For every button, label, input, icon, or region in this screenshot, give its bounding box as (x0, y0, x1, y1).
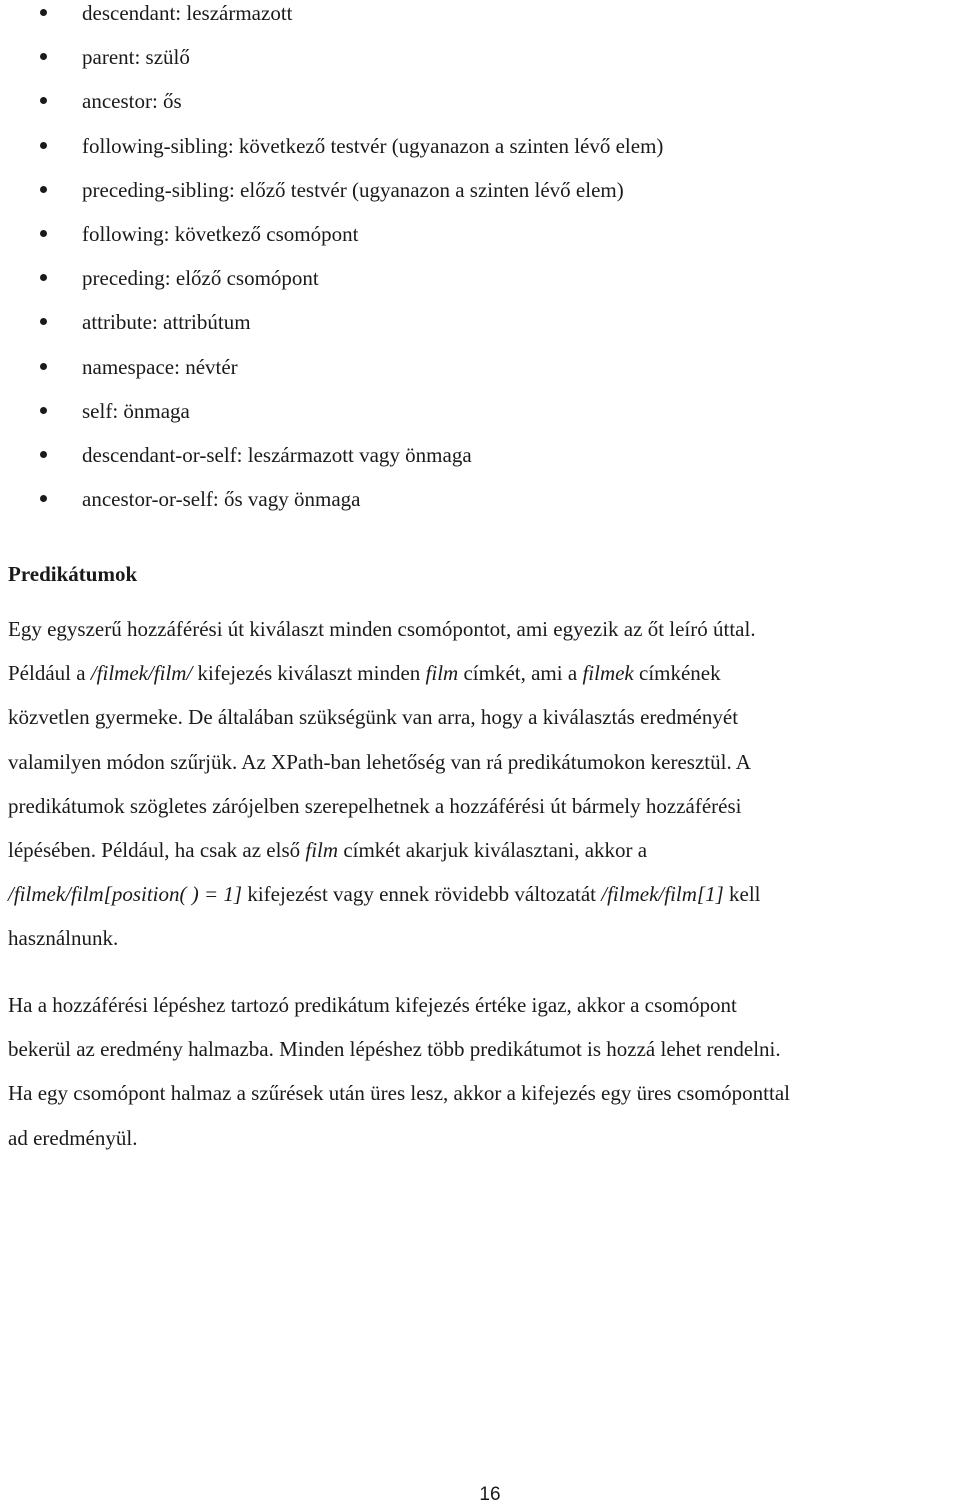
paragraph-line (8, 607, 960, 651)
xpath-expression: /filmek/film[position( ) = 1] (8, 882, 243, 907)
xpath-expression: /filmek/film/ (90, 661, 193, 686)
paragraph-line (8, 916, 960, 960)
list-item (0, 265, 960, 309)
list-item-text: namespace: névtér (82, 354, 238, 379)
bullet-icon (40, 495, 47, 502)
list-item (0, 442, 960, 486)
line-text: lépésében. Például, ha csak az első (8, 837, 306, 862)
bullet-icon (40, 53, 47, 60)
line-text: Például a (8, 661, 91, 686)
paragraph-line (8, 1071, 960, 1115)
bullet-icon (40, 230, 47, 237)
tag-name: film (305, 837, 339, 862)
line-text: kifejezés kiválaszt minden (192, 661, 426, 686)
bullet-icon (40, 318, 47, 325)
bullet-icon (40, 451, 47, 458)
paragraph-line (8, 1116, 960, 1160)
line-text: Egy egyszerű hozzáférési út kiválaszt minden csomópontot, ami egyezik az őt leíró úttal. (8, 617, 756, 641)
line-text: címkét akarjuk kiválasztani, akkor a (338, 837, 648, 862)
xpath-axes-list (0, 0, 960, 530)
list-item (0, 486, 960, 530)
line-text: Ha a hozzáférési lépéshez tartozó predikátum kifejezés értéke igaz, akkor a csomópont (8, 993, 737, 1017)
line-text: címkének (633, 661, 721, 686)
list-item-text: ancestor: ős (82, 89, 182, 114)
tag-name: film (425, 661, 459, 686)
bullet-icon (40, 274, 47, 281)
line-text: kell (723, 882, 761, 907)
list-item-text: ancestor-or-self: ős vagy önmaga (82, 487, 361, 512)
list-item-text: descendant: leszármazott (82, 1, 293, 25)
paragraph-line (8, 983, 960, 1027)
paragraph-predicate-evaluation (8, 983, 960, 1160)
list-item-text: parent: szülő (82, 45, 190, 70)
list-item-text: following: következő csomópont (82, 221, 359, 246)
list-item-text: preceding-sibling: előző testvér (ugyanazon a szinten lévő elem) (82, 177, 624, 202)
paragraph-predicates-intro (8, 607, 960, 961)
list-item (0, 354, 960, 398)
paragraph-line (8, 651, 960, 695)
line-text: Ha egy csomópont halmaz a szűrések után üres lesz, akkor a kifejezés egy üres csomóponttal (8, 1081, 790, 1106)
paragraph-line (8, 1027, 960, 1071)
xpath-expression: /filmek/film[1] (601, 882, 724, 907)
bullet-icon (40, 9, 47, 16)
line-text: közvetlen gyermeke. De általában szükségünk van arra, hogy a kiválasztás eredményét (8, 705, 739, 730)
bullet-icon (40, 97, 47, 104)
list-item-text: following-sibling: következő testvér (ugyanazon a szinten lévő elem) (82, 133, 664, 158)
list-item (0, 88, 960, 132)
tag-name: filmek (582, 661, 634, 686)
paragraph-line (8, 740, 960, 784)
line-text: kifejezést vagy ennek rövidebb változatát (242, 882, 602, 907)
line-text: használnunk. (8, 926, 119, 951)
bullet-icon (40, 363, 47, 370)
paragraph-line (8, 872, 960, 916)
line-text: ad eredményül. (8, 1125, 138, 1150)
line-text: bekerül az eredmény halmazba. Minden lépéshez több predikátumot is hozzá lehet rendelni. (8, 1037, 781, 1062)
paragraph-line (8, 828, 960, 872)
bullet-icon (40, 186, 47, 193)
list-item (0, 177, 960, 221)
list-item (0, 398, 960, 442)
section-heading: Predikátumok (8, 562, 138, 586)
paragraph-line (8, 695, 960, 739)
list-item-text: self: önmaga (82, 398, 190, 423)
list-item (0, 44, 960, 88)
list-item (0, 221, 960, 265)
line-text: valamilyen módon szűrjük. Az XPath-ban lehetőség van rá predikátumokon keresztül. A (8, 749, 751, 774)
list-item (0, 0, 960, 44)
page-number: 16 (479, 1484, 501, 1505)
list-item-text: attribute: attribútum (82, 310, 251, 335)
bullet-icon (40, 407, 47, 414)
bullet-icon (40, 142, 47, 149)
paragraph-line (8, 784, 960, 828)
line-text: predikátumok szögletes zárójelben szerepelhetnek a hozzáférési út bármely hozzáférési (8, 793, 742, 818)
list-item (0, 309, 960, 353)
list-item-text: preceding: előző csomópont (82, 266, 319, 291)
line-text: címkét, ami a (458, 661, 583, 686)
list-item (0, 133, 960, 177)
list-item-text: descendant-or-self: leszármazott vagy önmaga (82, 442, 472, 467)
